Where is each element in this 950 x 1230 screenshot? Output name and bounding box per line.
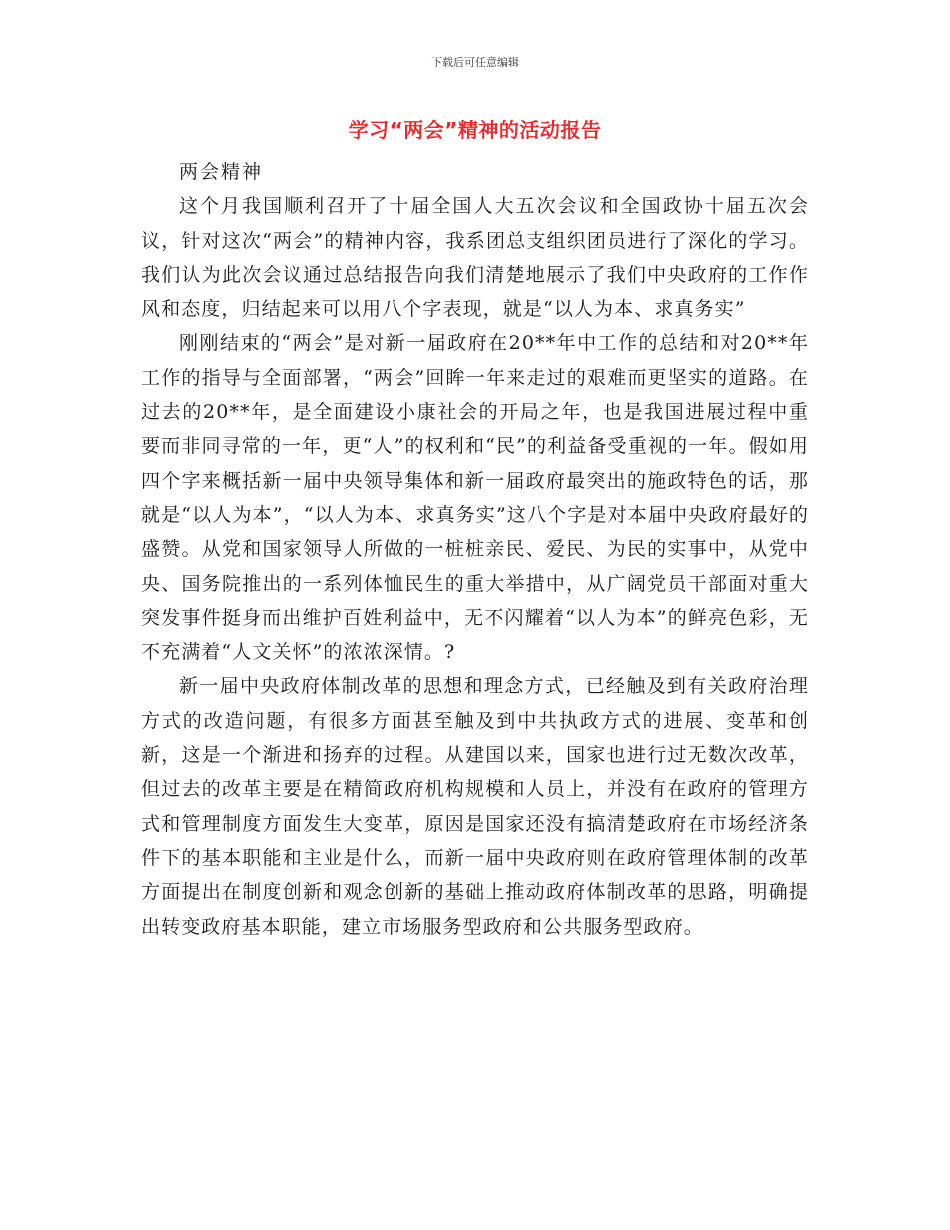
header-note: 下载后可任意编辑 <box>431 56 519 69</box>
paragraph-subtitle: 两会精神 <box>179 161 264 183</box>
document-title: 学习“两会”精神的活动报告 <box>348 118 602 142</box>
paragraph: 刚刚结束的“两会”是对新一届政府在20**年中工作的总结和对20**年工作的指导与全面部署，“两会”回眸一年来走过的艰难而更坚实的道路。在过去的20**年，是全面建设小康社会的开局之年，也是我国进展过程中重要而非同寻常的一年，更“人”的权利和“民”的利益备受重视的一年。假如用四个字来概括新一届中央领导集体和新一届政府最突出的施政特色的话，那就是“以人为本”，“以人为本、求真务实”这八个字是对本届中央政府最好的盛赞。从党和国家领导人所做的一桩桩亲民、爱民、为民的实事中，从党中央、国务院推出的一系列体恤民生的重大举措中，从广阔党员干部面对重大突发事件挺身而出维护百姓利益中，无不闪耀着“以人为本”的鲜亮色彩，无不充满着“人文关怀”的浓浓深情。? <box>141 332 809 664</box>
paragraph: 这个月我国顺利召开了十届全国人大五次会议和全国政协十届五次会议，针对这次“两会”的精神内容，我系团总支组织团员进行了深化的学习。我们认为此次会议通过总结报告向我们清楚地展示了我们中央政府的工作作风和态度，归结起来可以用八个字表现，就是“以人为本、求真务实” <box>141 195 809 321</box>
document-body <box>141 155 809 944</box>
paragraph: 新一届中央政府体制改革的思想和理念方式，已经触及到有关政府治理方式的改造问题，有很多方面甚至触及到中共执政方式的进展、变革和创新，这是一个渐进和扬弃的过程。从建国以来，国家也进行过无数次改革，但过去的改革主要是在精简政府机构规模和人员上，并没有在政府的管理方式和管理制度方面发生大变革，原因是国家还没有搞清楚政府在市场经济条件下的基本职能和主业是什么，而新一届中央政府则在政府管理体制的改革方面提出在制度创新和观念创新的基础上推动政府体制改革的思路，明确提出转变政府基本职能，建立市场服务型政府和公共服务型政府。 <box>141 675 809 938</box>
